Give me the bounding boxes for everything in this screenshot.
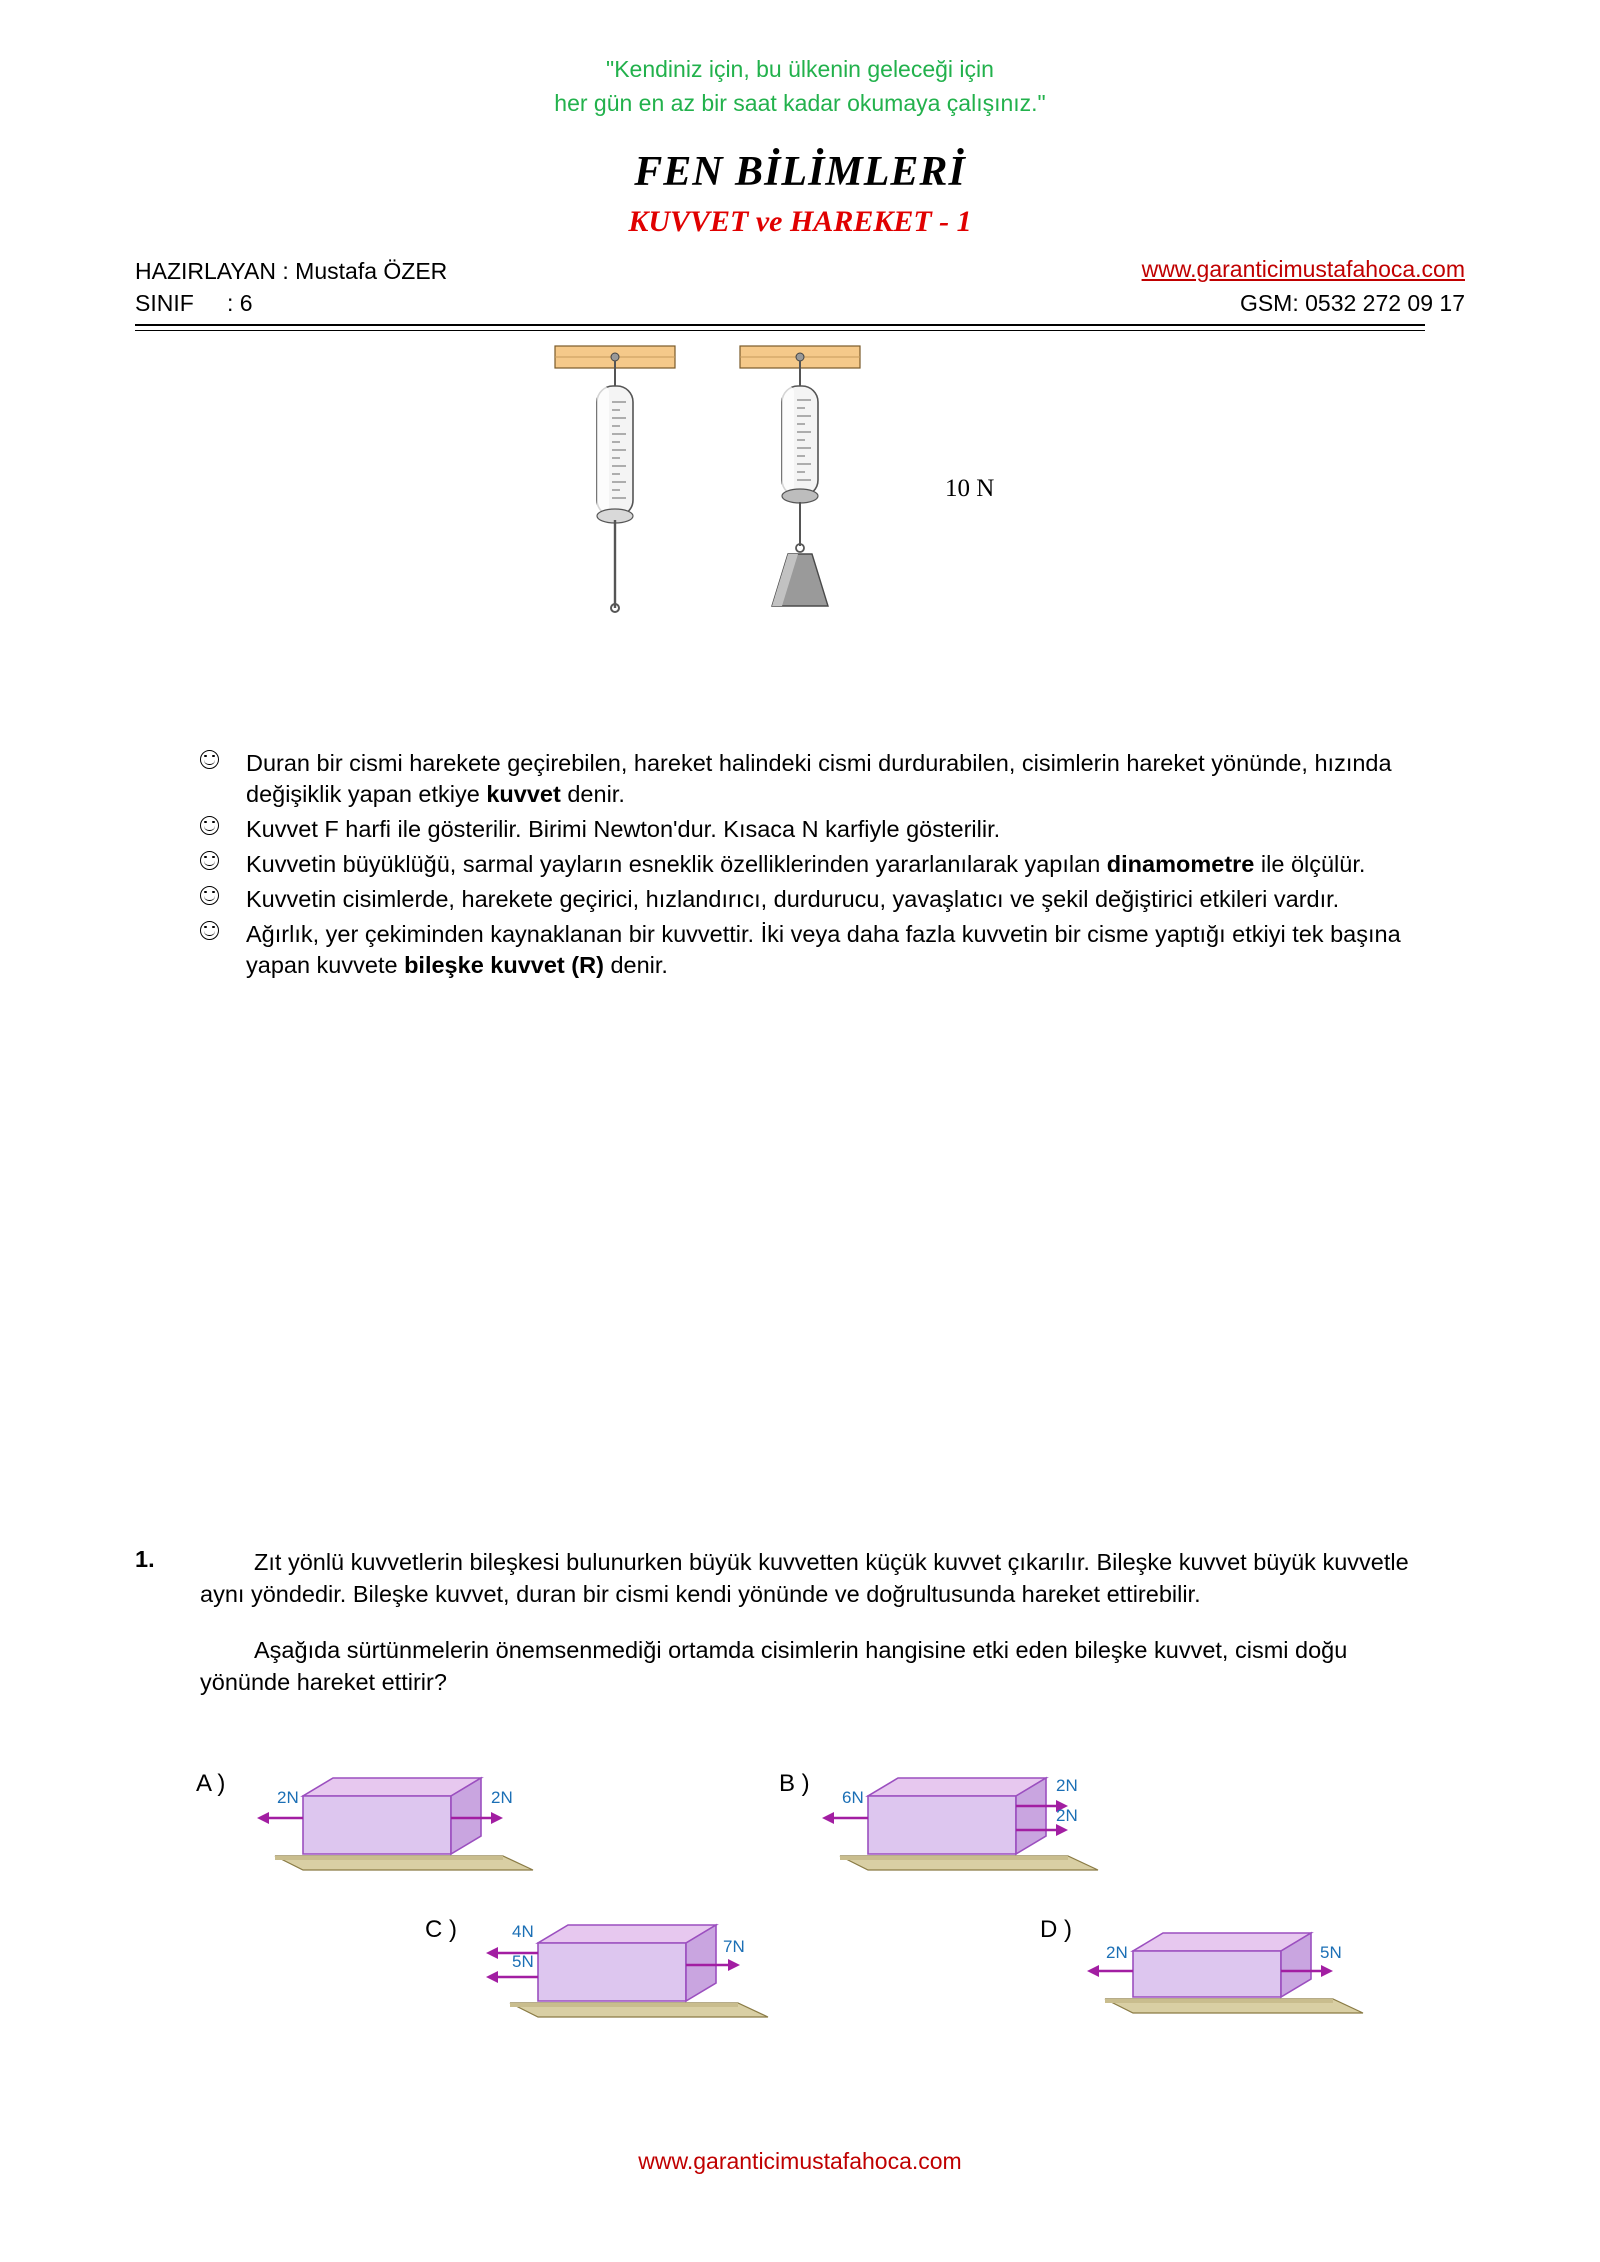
prepared-by: HAZIRLAYAN : Mustafa ÖZER bbox=[135, 258, 448, 284]
list-item bbox=[200, 849, 1430, 880]
dynamometer-right bbox=[740, 346, 860, 606]
smiley-bullet-icon bbox=[200, 814, 246, 840]
page-subtitle: KUVVET ve HAREKET - 1 bbox=[628, 205, 972, 238]
option-c-left-force-2: 5N bbox=[512, 1952, 534, 1971]
list-item bbox=[200, 919, 1430, 981]
header-website-link[interactable]: www.garanticimustafahoca.com bbox=[1141, 256, 1465, 282]
list-item bbox=[200, 814, 1430, 845]
dynamometer-left bbox=[555, 346, 675, 612]
page-title: FEN BİLİMLERİ bbox=[634, 149, 966, 195]
option-c-right-force: 7N bbox=[723, 1937, 745, 1956]
option-d-left-force: 2N bbox=[1106, 1943, 1128, 1962]
question-number: 1. bbox=[135, 1546, 155, 1572]
option-a-label[interactable]: A ) bbox=[196, 1770, 226, 1797]
option-b-right-force-1: 2N bbox=[1056, 1776, 1078, 1795]
option-d-right-force: 5N bbox=[1320, 1943, 1342, 1962]
list-item bbox=[200, 884, 1430, 915]
option-b-left-force: 6N bbox=[842, 1788, 864, 1807]
class-value: : 6 bbox=[227, 290, 253, 316]
header-gsm: GSM: 0532 272 09 17 bbox=[1239, 290, 1465, 316]
list-item-text: Kuvvetin büyüklüğü, sarmal yayların esneklik özelliklerinden yararlanılarak yapılan dinamometre ile ölçülür. bbox=[246, 851, 1366, 877]
option-b-label[interactable]: B ) bbox=[779, 1770, 810, 1797]
list-item-text: Kuvvetin cisimlerde, harekete geçirici, hızlandırıcı, durdurucu, yavaşlatıcı ve şekil değiştirici etkileri vardır. bbox=[246, 886, 1340, 912]
question-body bbox=[200, 1546, 1425, 1722]
option-b-right-force-2: 2N bbox=[1056, 1806, 1078, 1825]
list-item bbox=[200, 748, 1430, 810]
option-a-left-force: 2N bbox=[277, 1788, 299, 1807]
smiley-bullet-icon bbox=[200, 748, 246, 774]
motivational-quote bbox=[0, 52, 1600, 120]
class-row bbox=[135, 290, 253, 317]
force-value-label: 10 N bbox=[945, 475, 995, 502]
option-d-figure bbox=[1085, 1915, 1385, 2030]
list-item-text: Ağırlık, yer çekiminden kaynaklanan bir kuvvettir. İki veya daha fazla kuvvetin bir cisme yaptığı etkiyi tek başına yapan kuvvete bileşke kuvvet (R) denir. bbox=[246, 921, 1401, 978]
smiley-bullet-icon bbox=[200, 919, 246, 945]
question-paragraph-2: Aşağıda sürtünmelerin önemsenmediği ortamda cisimlerin hangisine etki eden bileşke kuvvet, cismi doğu yönünde hareket ettirir? bbox=[200, 1637, 1348, 1695]
smiley-bullet-icon bbox=[200, 849, 246, 875]
option-a-right-force: 2N bbox=[491, 1788, 513, 1807]
list-item-text: Duran bir cismi harekete geçirebilen, hareket halindeki cismi durdurabilen, cisimlerin hareket yönünde, hızında değişiklik yapan etkiye kuvvet denir. bbox=[246, 750, 1392, 807]
quote-line-2: her gün en az bir saat kadar okumaya çalışınız." bbox=[554, 90, 1046, 116]
option-c-left-force-1: 4N bbox=[512, 1922, 534, 1941]
smiley-bullet-icon bbox=[200, 884, 246, 910]
key-points-list bbox=[200, 748, 1430, 985]
class-label: SINIF bbox=[135, 290, 194, 316]
option-d-label[interactable]: D ) bbox=[1040, 1916, 1072, 1943]
footer-website[interactable]: www.garanticimustafahoca.com bbox=[638, 2148, 962, 2174]
list-item-text: Kuvvet F harfi ile gösterilir. Birimi Newton'dur. Kısaca N karfiyle gösterilir. bbox=[246, 816, 1001, 842]
option-a-figure bbox=[255, 1758, 555, 1883]
header-divider bbox=[135, 324, 1425, 331]
quote-line-1: "Kendiniz için, bu ülkenin geleceği için bbox=[606, 56, 994, 82]
option-c-label[interactable]: C ) bbox=[425, 1916, 457, 1943]
question-paragraph-1: Zıt yönlü kuvvetlerin bileşkesi bulunurken büyük kuvvetten küçük kuvvet çıkarılır. Bileşke kuvvet büyük kuvvetle aynı yöndedir. Bileşke kuvvet, duran bir cismi kendi yönünde ve doğrultusunda hareket ettirebilir. bbox=[200, 1549, 1409, 1607]
